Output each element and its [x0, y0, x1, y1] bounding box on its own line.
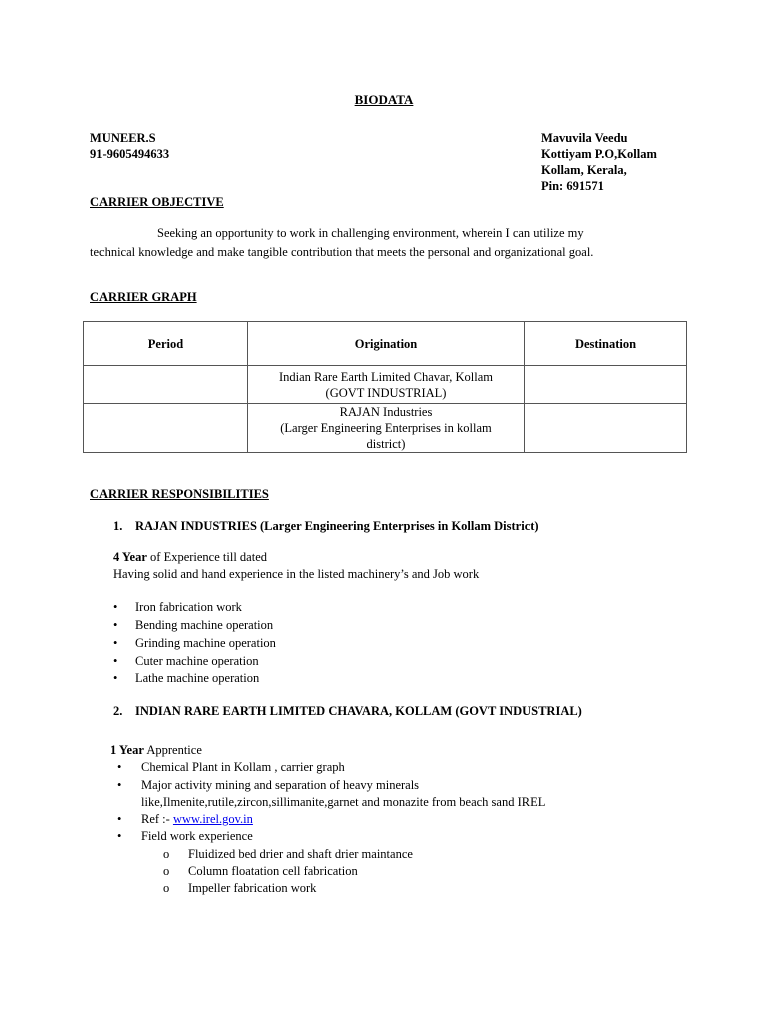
column-header-destination: Destination	[525, 322, 687, 366]
objective-text-line-2: technical knowledge and make tangible contribution that meets the personal and organizational goal.	[90, 245, 594, 259]
section-1-title: RAJAN INDUSTRIES (Larger Engineering Enterprises in Kollam District)	[135, 519, 539, 533]
bullet-dot-icon: •	[113, 600, 118, 614]
sub-list-item: Impeller fabrication work	[188, 881, 317, 895]
section-2-number: 2.	[113, 704, 123, 718]
table-row	[84, 366, 687, 404]
table-header-row	[84, 322, 687, 366]
address-line-2: Kottiyam P.O,Kollam	[541, 147, 657, 161]
table-cell-origination	[248, 404, 525, 453]
table-cell-destination	[525, 404, 687, 453]
section-1-number: 1.	[113, 519, 123, 533]
address-line-4: Pin: 691571	[541, 179, 604, 193]
column-header-origination: Origination	[248, 322, 525, 366]
person-name: MUNEER.S	[90, 131, 156, 145]
column-header-period: Period	[84, 322, 248, 366]
origination-line: (GOVT INDUSTRIAL)	[325, 385, 447, 400]
bullet-dot-icon: •	[113, 671, 118, 685]
list-item: Grinding machine operation	[135, 636, 276, 650]
objective-text-line-1: Seeking an opportunity to work in challenging environment, wherein I can utilize my	[157, 226, 584, 240]
origination-line: district)	[366, 437, 406, 451]
list-item: Chemical Plant in Kollam , carrier graph	[141, 760, 345, 774]
list-item: Lathe machine operation	[135, 671, 260, 685]
irel-website-link[interactable]: www.irel.gov.in	[172, 812, 253, 826]
table-cell-origination	[248, 366, 525, 404]
responsibilities-heading: CARRIER RESPONSIBILITIES	[90, 487, 269, 501]
experience-text: of Experience till dated	[146, 550, 267, 564]
bullet-dot-icon: •	[117, 778, 122, 792]
circle-bullet-icon: o	[163, 881, 170, 895]
list-item: Cuter machine operation	[135, 654, 259, 668]
bullet-dot-icon: •	[117, 760, 122, 774]
origination-line: Indian Rare Earth Limited Chavar, Kollam	[278, 369, 493, 384]
bullet-dot-icon: •	[113, 654, 118, 668]
section-2-experience	[110, 742, 202, 758]
list-item-continuation: like,Ilmenite,rutile,zircon,sillimanite,garnet and monazite from beach sand IREL	[141, 795, 546, 809]
address-line-1: Mavuvila Veedu	[541, 131, 628, 145]
origination-line: RAJAN Industries	[339, 405, 433, 419]
list-item: Major activity mining and separation of heavy minerals	[141, 778, 420, 792]
bullet-dot-icon: •	[117, 829, 122, 843]
list-item: Bending machine operation	[135, 618, 274, 632]
table-row	[84, 404, 687, 453]
bullet-dot-icon: •	[113, 636, 118, 650]
table-cell-destination	[525, 366, 687, 404]
table-cell-period	[84, 404, 248, 453]
origination-line: (Larger Engineering Enterprises in kollam	[280, 421, 492, 435]
bullet-dot-icon: •	[113, 618, 118, 632]
bullet-dot-icon: •	[117, 812, 122, 826]
carrier-graph-table	[83, 321, 687, 453]
list-item	[141, 811, 253, 827]
table-cell-period	[84, 366, 248, 404]
experience-years: 4 Year	[113, 550, 147, 564]
section-2-title: INDIAN RARE EARTH LIMITED CHAVARA, KOLLAM (GOVT INDUSTRIAL)	[135, 704, 582, 718]
address-line-3: Kollam, Kerala,	[541, 163, 627, 177]
section-1-description: Having solid and hand experience in the listed machinery’s and Job work	[113, 567, 480, 581]
sub-list-item: Column floatation cell fabrication	[188, 864, 358, 878]
experience-years: 1 Year	[110, 743, 144, 757]
circle-bullet-icon: o	[163, 847, 170, 861]
person-phone: 91-9605494633	[90, 147, 170, 161]
list-item: Field work experience	[141, 829, 253, 843]
graph-heading: CARRIER GRAPH	[90, 290, 197, 304]
sub-list-item: Fluidized bed drier and shaft drier maintance	[188, 847, 413, 861]
circle-bullet-icon: o	[163, 864, 170, 878]
ref-label: Ref :-	[141, 812, 170, 826]
list-item: Iron fabrication work	[135, 600, 242, 614]
page-title: BIODATA	[354, 92, 414, 107]
section-1-experience	[113, 549, 267, 565]
experience-text: Apprentice	[143, 743, 202, 757]
objective-heading: CARRIER OBJECTIVE	[90, 195, 224, 209]
